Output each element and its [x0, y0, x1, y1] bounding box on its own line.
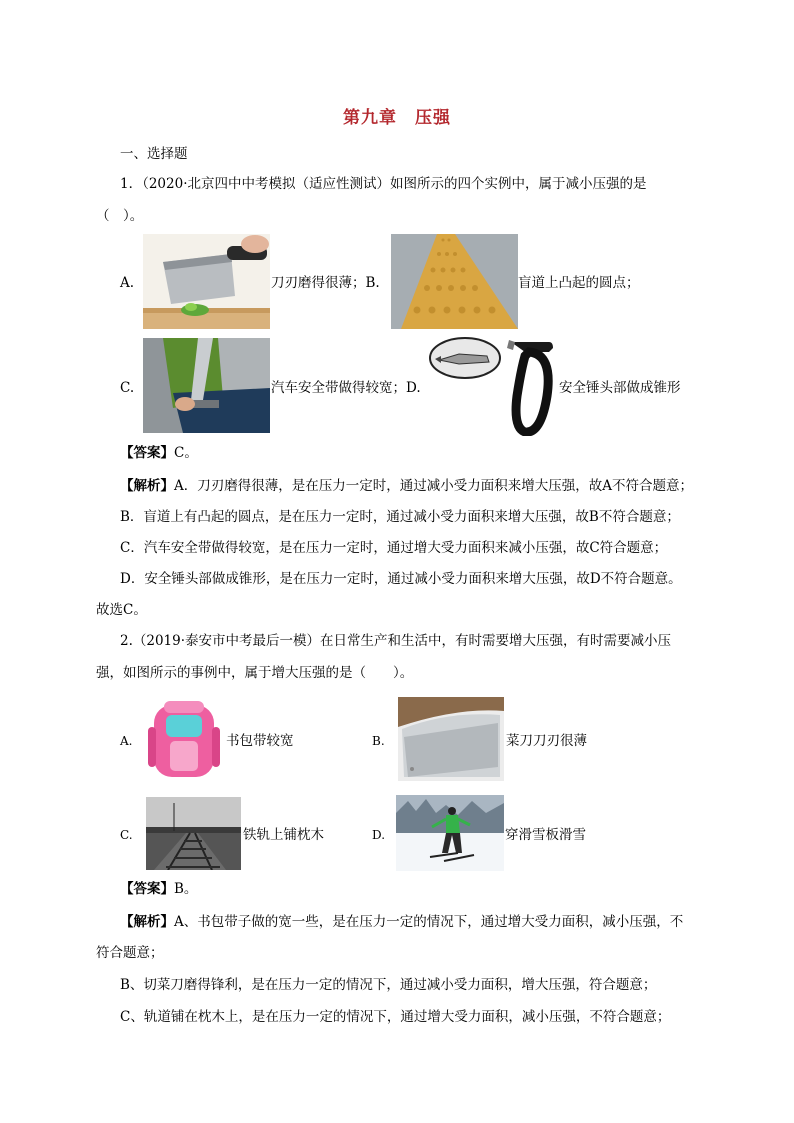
q2-answer	[120, 880, 197, 898]
analysis-tag: 【解析】	[120, 914, 174, 930]
q1-option-b-text: 盲道上凸起的圆点；	[518, 275, 640, 291]
q1-analysis-line5: 故选C。	[96, 602, 147, 618]
analysis-text: A．刀刃磨得很薄，是在压力一定时，通过减小受力面积来增大压强，故A不符合题意；	[174, 478, 693, 494]
tactile-paving-image	[391, 234, 518, 329]
q2-analysis-line4: C、轨道铺在枕木上，是在压力一定的情况下，通过增大受力面积，减小压强，不符合题意；	[120, 1009, 671, 1025]
q1-stem-line2: （ ）。	[96, 208, 144, 224]
q1-option-a-text: 刀刃磨得很薄；B.	[271, 275, 380, 291]
q1-analysis-line1	[120, 477, 693, 495]
q2-option-a-text: 书包带较宽	[226, 733, 294, 749]
q2-analysis-line2: 符合题意；	[96, 945, 164, 961]
answer-tag: 【答案】	[120, 445, 174, 461]
q1-option-d-text: 安全锤头部做成锥形	[559, 380, 681, 396]
answer-tag: 【答案】	[120, 881, 174, 897]
q2-option-a-label: A.	[120, 734, 133, 748]
knife-cutting-vegetable-image	[143, 234, 270, 329]
q2-stem-line1: 2.（2019·泰安市中考最后一模）在日常生产和生活中，有时需要增大压强，有时需要减小压	[120, 633, 672, 649]
safety-hammer-image	[429, 336, 557, 436]
q2-analysis-line1	[120, 913, 683, 931]
q1-analysis-line4: D．安全锤头部做成锥形，是在压力一定时，通过减小受力面积来增大压强，故D不符合题意。	[120, 571, 682, 587]
q2-option-d-text: 穿滑雪板滑雪	[505, 827, 586, 843]
q2-option-c-label: C.	[120, 828, 133, 842]
q2-option-b-label: B.	[372, 734, 385, 748]
skier-image	[396, 795, 504, 871]
q1-stem-line1: 1．（2020·北京四中中考模拟（适应性测试）如图所示的四个实例中，属于减小压强的是	[120, 176, 647, 192]
cleaver-blade-image	[398, 697, 504, 781]
answer-value: B。	[174, 881, 198, 897]
q2-option-b-text: 菜刀刀刃很薄	[506, 733, 587, 749]
q2-option-d-label: D.	[372, 828, 386, 842]
answer-value: C。	[174, 445, 198, 461]
pink-backpack-image	[144, 697, 224, 782]
q2-analysis-line3: B、切菜刀磨得锋利，是在压力一定的情况下，通过减小受力面积，增大压强，符合题意；	[120, 977, 657, 993]
q1-option-c-label: C.	[120, 380, 135, 396]
page-title: 第九章 压强	[343, 108, 451, 128]
q2-stem-line2: 强，如图所示的事例中，属于增大压强的是（ ）。	[96, 665, 414, 681]
q1-option-c-text: 汽车安全带做得较宽；D.	[271, 380, 421, 396]
seatbelt-image	[143, 338, 270, 433]
q1-answer	[120, 444, 198, 462]
analysis-text: A、书包带子做的宽一些，是在压力一定的情况下，通过增大受力面积，减小压强，不	[174, 914, 684, 930]
q2-option-c-text: 铁轨上铺枕木	[243, 827, 324, 843]
q1-analysis-line2: B．盲道上有凸起的圆点，是在压力一定时，通过减小受力面积来增大压强，故B不符合题意；	[120, 509, 680, 525]
railway-track-image	[146, 797, 241, 870]
analysis-tag: 【解析】	[120, 478, 174, 494]
section-heading: 一、选择题	[120, 146, 188, 162]
q1-analysis-line3: C．汽车安全带做得较宽，是在压力一定时，通过增大受力面积来减小压强，故C符合题意；	[120, 540, 668, 556]
q1-option-a-label: A.	[120, 275, 135, 291]
